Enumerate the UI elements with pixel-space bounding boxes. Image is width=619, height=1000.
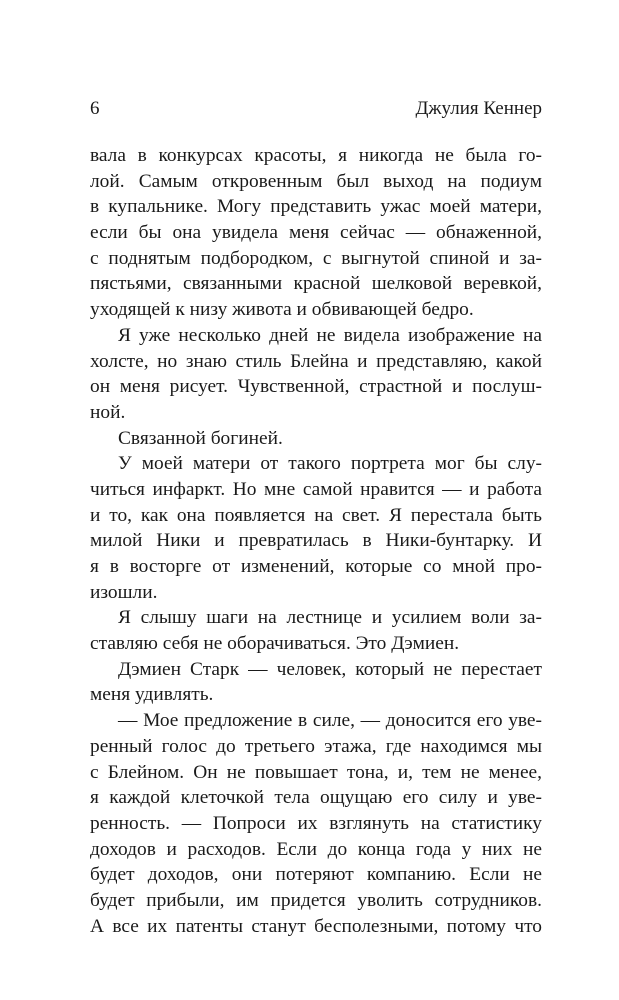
- text-line: пястьями, связанными красной шелковой веревкой,: [90, 273, 542, 295]
- text-line: с поднятым подбородком, с выгнутой спиной и за-: [90, 247, 542, 269]
- text-line: лой. Самым откровенным был выход на подиум: [90, 170, 542, 192]
- page-number: 6: [90, 98, 100, 119]
- text-line: меня удивлять.: [90, 684, 214, 706]
- text-line: в купальнике. Могу представить ужас моей матери,: [90, 196, 542, 218]
- text-line: я каждой клеточкой тела ощущаю его силу и уве-: [90, 787, 542, 809]
- text-line: будет прибыли, им придется уволить сотрудников.: [90, 889, 542, 911]
- text-line: А все их патенты станут бесполезными, потому что: [90, 915, 542, 937]
- text-line: милой Ники и превратилась в Ники-бунтарку. И: [90, 530, 542, 552]
- text-line: я в восторге от изменений, которые со мной про-: [90, 556, 542, 577]
- body-text: [90, 143, 542, 939]
- text-line: доходов и расходов. Если до конца года у них не: [90, 838, 542, 860]
- running-head: [90, 97, 542, 121]
- text-line: ренный голос до третьего этажа, где находимся мы: [90, 735, 542, 757]
- text-line: ставляю себя не оборачиваться. Это Дэмиен.: [90, 633, 460, 655]
- text-line: Я слышу шаги на лестнице и усилием воли за-: [118, 607, 542, 629]
- text-line: он меня рисует. Чувственной, страстной и послуш-: [90, 376, 542, 398]
- text-line: У моей матери от такого портрета мог бы слу-: [118, 453, 542, 475]
- text-line: вала в конкурсах красоты, я никогда не была го-: [90, 145, 542, 166]
- text-line: Связанной богиней.: [118, 427, 283, 449]
- text-line: холсте, но знаю стиль Блейна и представляю, какой: [90, 350, 542, 372]
- text-line: читься инфаркт. Но мне самой нравится — и работа: [90, 478, 542, 500]
- text-line: ренность. — Попроси их взглянуть на статистику: [90, 812, 542, 834]
- text-line: Я уже несколько дней не видела изображение на: [118, 324, 542, 346]
- text-line: и то, как она появляется на свет. Я перестала быть: [90, 504, 542, 526]
- running-head-author: Джулия Кеннер: [415, 98, 542, 119]
- text-line: — Мое предложение в силе, — доносится его уве-: [118, 710, 542, 732]
- text-line: с Блейном. Он не повышает тона, и, тем не менее,: [90, 761, 542, 783]
- text-line: изошли.: [90, 581, 158, 603]
- text-line: если бы она увидела меня сейчас — обнаженной,: [90, 222, 542, 244]
- text-line: ной.: [90, 401, 126, 423]
- text-line: Дэмиен Старк — человек, который не перестает: [118, 658, 542, 680]
- text-line: уходящей к низу живота и обвивающей бедро.: [90, 299, 474, 321]
- text-line: будет доходов, они потеряют компанию. Если не: [90, 864, 542, 886]
